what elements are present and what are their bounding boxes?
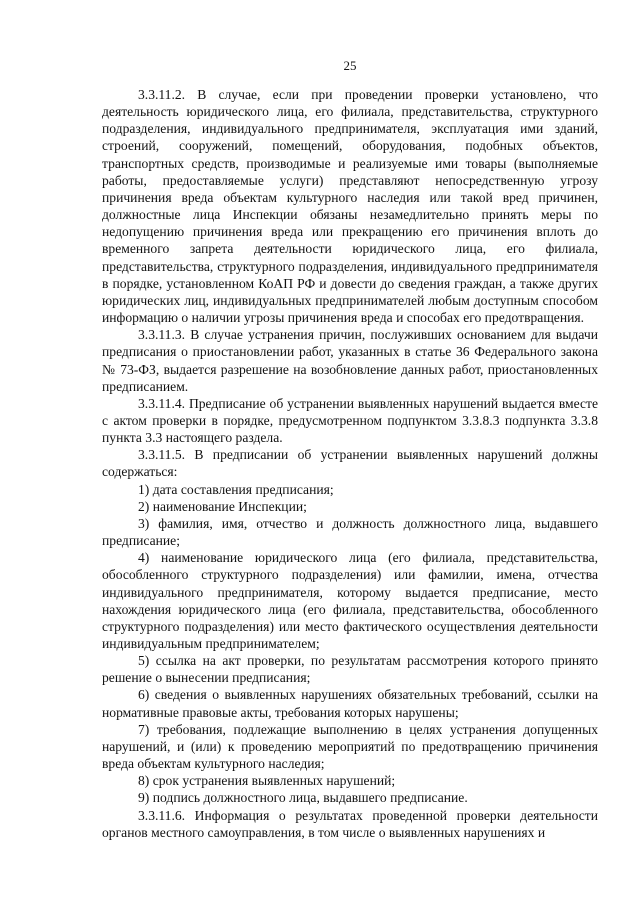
list-item-3: 3) фамилия, имя, отчество и должность должностного лица, выдавшего предписание; (102, 515, 598, 549)
list-item-6: 6) сведения о выявленных нарушениях обязательных требований, ссылки на нормативные правовые акты, требования которых нарушены; (102, 687, 598, 720)
paragraph-3-3-11-4: 3.3.11.4. Предписание об устранении выявленных нарушений выдается вместе с актом проверки в порядке, предусмотренном подпунктом 3.3.8.3 подпункта 3.3.8 пункта 3.3 настоящего раздела. (102, 395, 598, 446)
list-item-7: 7) требования, подлежащие выполнению в целях устранения допущенных нарушений, и (или) к проведению мероприятий по предотвращению причинения вреда объектам культурного наследия; (102, 721, 598, 772)
list-item-5: 5) ссылка на акт проверки, по результатам рассмотрения которого принято решение о вынесении предписания; (102, 653, 598, 686)
list-item-2: 2) наименование Инспекции; (138, 498, 307, 514)
list-item-1: 1) дата составления предписания; (138, 481, 334, 497)
paragraph-3-3-11-3: 3.3.11.3. В случае устранения причин, послуживших основанием для выдачи предписания о приостановлении работ, указанных в статье 36 Федерального закона № 73-ФЗ, выдается разрешение на возобновление данных работ, приостановленных предписанием. (102, 327, 598, 394)
list-item-4: 4) наименование юридического лица (его филиала, представительства, обособленного структурного подразделения) или фамилии, имена, отчества индивидуального предпринимателя, которому выдается предписание, место нахождения юридического лица (его филиала, представительства, обособленного структурного подразделения) или место фактического осуществления деятельности индивидуальным предпринимателем; (102, 550, 598, 651)
page-number: 25 (343, 58, 357, 73)
paragraph-3-3-11-5: 3.3.11.5. В предписании об устранении выявленных нарушений должны содержаться: (102, 447, 598, 480)
paragraph-3-3-11-2: 3.3.11.2. В случае, если при проведении проверки установлено, что деятельность юридического лица, его филиала, представительства, структурного подразделения, индивидуального предпринимателя, эксплуатация ими зданий, строений, сооружений, помещений, оборудования, подобных объектов, транспортных средств, производимые и реализуемые ими товары (выполняемые работы, предоставляемые услуги) представляют непосредственную угрозу причинения вреда объектам культурного наследия или такой вред причинен, должностные лица Инспекции обязаны незамедлительно принять меры по недопущению причинения вреда или прекращению его причинения вплоть до временного запрета деятельности юридического лица, его филиала, представительства, структурного подразделения, индивидуального предпринимателя в порядке, установленном КоАП РФ и довести до сведения граждан, а также других юридических лиц, индивидуальных предпринимателей любым доступным способом информацию о наличии угрозы причинения вреда и способах его предотвращения. (102, 87, 598, 326)
list-item-8: 8) срок устранения выявленных нарушений; (138, 773, 396, 789)
list-item-9: 9) подпись должностного лица, выдавшего предписание. (138, 790, 468, 806)
paragraph-3-3-11-6: 3.3.11.6. Информация о результатах проведенной проверки деятельности органов местного самоуправления, в том числе о выявленных нарушениях и (102, 807, 598, 840)
